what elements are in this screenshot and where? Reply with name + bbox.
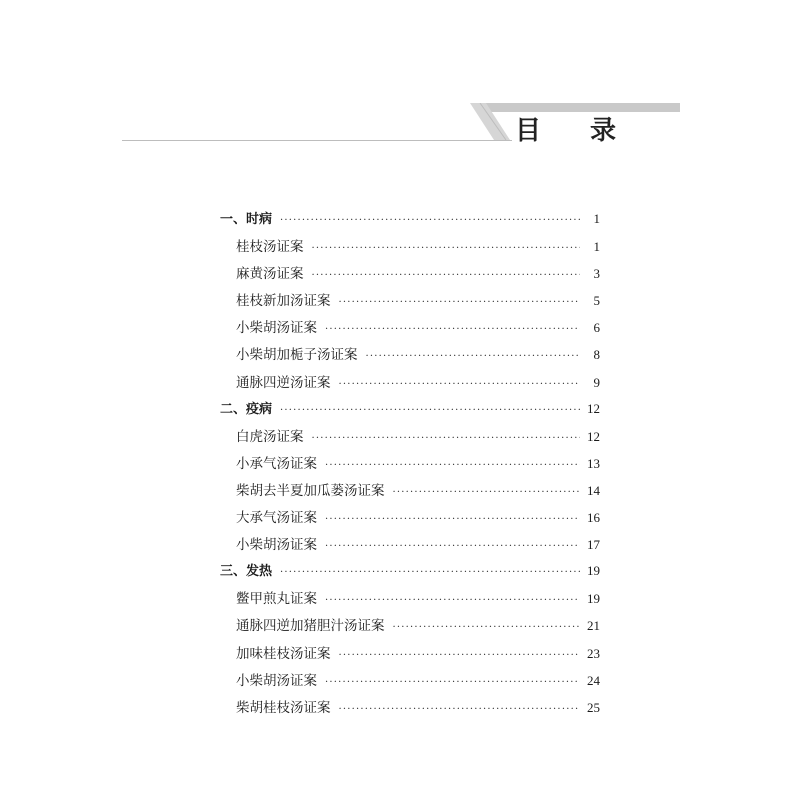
toc-page-number: 3 bbox=[593, 266, 600, 282]
toc-leader-dots bbox=[325, 541, 580, 552]
toc-page-number: 21 bbox=[587, 618, 600, 634]
toc-label: 通脉四逆汤证案 bbox=[236, 374, 331, 391]
toc-entry[interactable] bbox=[220, 533, 600, 560]
toc-entry[interactable] bbox=[220, 452, 600, 479]
toc-page-number: 17 bbox=[587, 537, 600, 553]
toc-leader-dots bbox=[339, 704, 581, 715]
toc-entry[interactable] bbox=[220, 425, 600, 452]
toc-leader-dots bbox=[339, 650, 581, 661]
toc-entry[interactable] bbox=[220, 696, 600, 723]
toc-label: 二、疫病 bbox=[220, 401, 273, 417]
toc-page-number: 19 bbox=[587, 591, 600, 607]
toc-entry[interactable] bbox=[220, 343, 600, 370]
toc-label: 白虎汤证案 bbox=[236, 428, 304, 445]
toc-label: 小承气汤证案 bbox=[236, 455, 317, 472]
toc-page-number: 25 bbox=[587, 699, 600, 715]
toc-entry[interactable] bbox=[220, 587, 600, 614]
table-of-contents bbox=[220, 208, 600, 723]
toc-label: 桂枝汤证案 bbox=[236, 239, 304, 256]
page-title: 目 录 bbox=[515, 116, 637, 146]
toc-section[interactable] bbox=[220, 398, 600, 425]
toc-leader-dots bbox=[325, 595, 580, 606]
toc-leader-dots bbox=[393, 487, 581, 498]
toc-entry[interactable] bbox=[220, 506, 600, 533]
toc-page-number: 12 bbox=[587, 400, 600, 416]
toc-entry[interactable] bbox=[220, 614, 600, 641]
toc-page-number: 6 bbox=[593, 320, 600, 336]
toc-leader-dots bbox=[325, 514, 580, 525]
toc-label: 三、发热 bbox=[220, 564, 273, 580]
toc-section[interactable] bbox=[220, 208, 600, 235]
toc-page-number: 1 bbox=[593, 211, 600, 226]
toc-leader-dots bbox=[325, 324, 580, 335]
toc-page-number: 1 bbox=[593, 239, 600, 255]
toc-page-number: 12 bbox=[587, 428, 600, 444]
header-rule bbox=[122, 140, 512, 141]
toc-label: 通脉四逆加猪胆汁汤证案 bbox=[236, 618, 385, 635]
toc-leader-dots bbox=[393, 622, 581, 633]
toc-entry[interactable] bbox=[220, 642, 600, 669]
toc-section[interactable] bbox=[220, 560, 600, 587]
toc-label: 柴胡桂枝汤证案 bbox=[236, 699, 331, 716]
toc-label: 小柴胡汤证案 bbox=[236, 672, 317, 689]
toc-entry[interactable] bbox=[220, 669, 600, 696]
toc-label: 小柴胡汤证案 bbox=[236, 537, 317, 554]
toc-leader-dots bbox=[366, 351, 581, 362]
toc-leader-dots bbox=[325, 460, 580, 471]
toc-leader-dots bbox=[312, 433, 581, 444]
toc-label: 小柴胡加栀子汤证案 bbox=[236, 347, 358, 364]
toc-page-number: 14 bbox=[587, 482, 600, 498]
toc-page-number: 19 bbox=[587, 563, 600, 579]
toc-entry[interactable] bbox=[220, 289, 600, 316]
toc-label: 麻黄汤证案 bbox=[236, 266, 304, 283]
toc-page-number: 24 bbox=[587, 672, 600, 688]
toc-entry[interactable] bbox=[220, 371, 600, 398]
toc-entry[interactable] bbox=[220, 479, 600, 506]
toc-leader-dots bbox=[312, 270, 581, 281]
toc-page-number: 16 bbox=[587, 510, 600, 526]
toc-entry[interactable] bbox=[220, 262, 600, 289]
toc-page-number: 9 bbox=[593, 374, 600, 390]
toc-label: 一、时病 bbox=[220, 212, 273, 227]
toc-label: 大承气汤证案 bbox=[236, 510, 317, 527]
toc-label: 加味桂枝汤证案 bbox=[236, 645, 331, 662]
toc-label: 桂枝新加汤证案 bbox=[236, 293, 331, 310]
toc-leader-dots bbox=[339, 379, 581, 390]
toc-leader-dots bbox=[280, 215, 580, 226]
toc-leader-dots bbox=[312, 243, 581, 254]
toc-leader-dots bbox=[339, 297, 581, 308]
toc-label: 鳖甲煎丸证案 bbox=[236, 591, 317, 608]
toc-page-number: 5 bbox=[593, 293, 600, 309]
toc-page-number: 13 bbox=[587, 455, 600, 471]
toc-leader-dots bbox=[280, 405, 580, 416]
toc-label: 柴胡去半夏加瓜蒌汤证案 bbox=[236, 482, 385, 499]
toc-page-number: 23 bbox=[587, 645, 600, 661]
toc-entry[interactable] bbox=[220, 235, 600, 262]
toc-page-number: 8 bbox=[593, 347, 600, 363]
toc-label: 小柴胡汤证案 bbox=[236, 320, 317, 337]
toc-entry[interactable] bbox=[220, 316, 600, 343]
toc-leader-dots bbox=[325, 677, 580, 688]
toc-leader-dots bbox=[280, 567, 580, 578]
